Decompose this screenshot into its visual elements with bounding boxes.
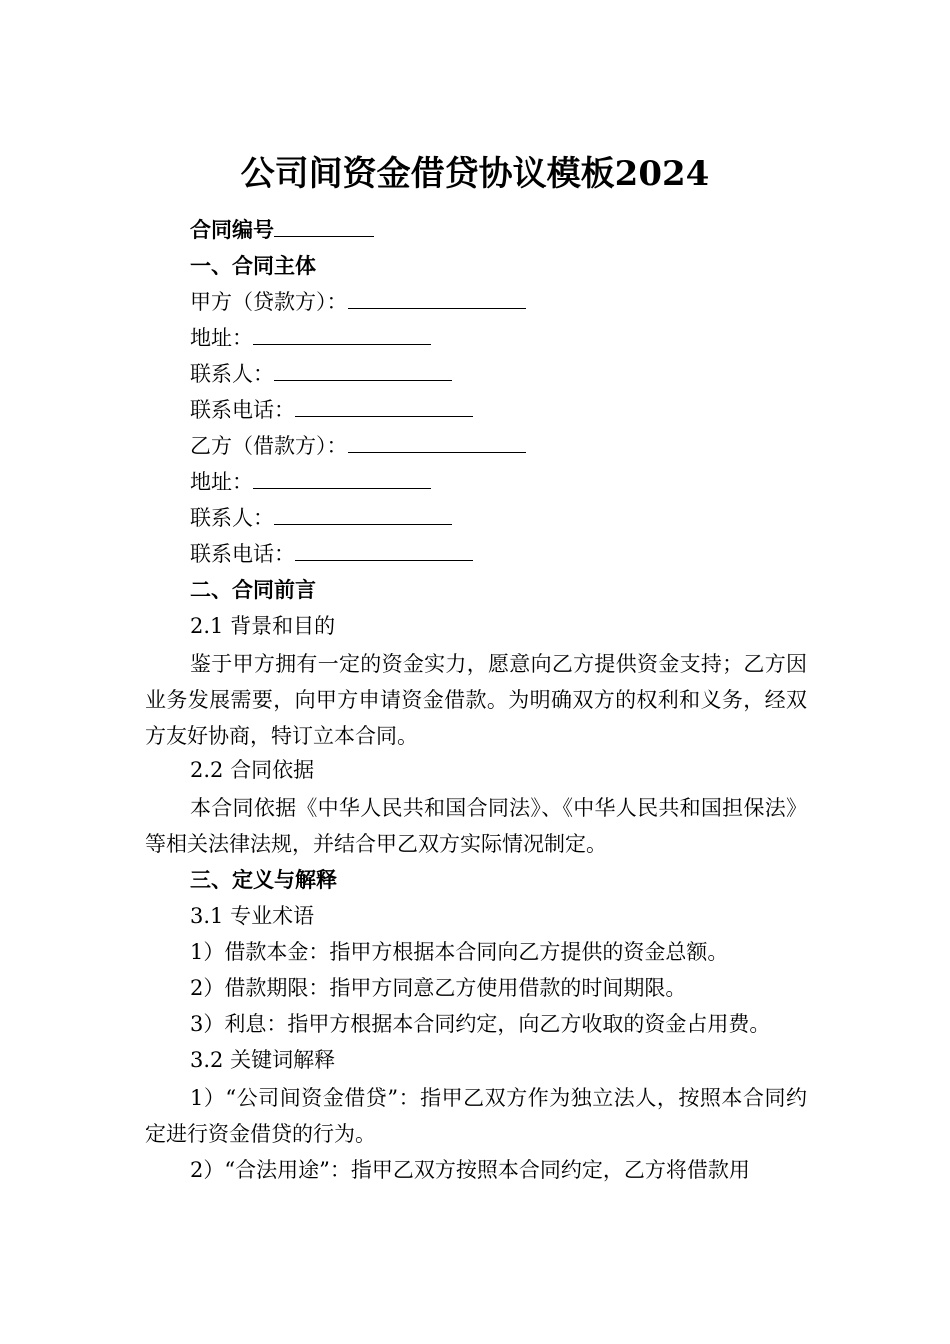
party-a-phone-line	[190, 396, 473, 424]
document-title: 公司间资金借贷协议模板2024	[240, 154, 710, 194]
party-b-address-blank[interactable]	[253, 468, 431, 489]
party-a-phone-label: 联系电话：	[190, 398, 295, 422]
party-a-contact-label: 联系人：	[190, 362, 274, 386]
party-a-contact-line	[190, 360, 452, 388]
clause-3-1-item-1: 1）借款本金：指甲方根据本合同向乙方提供的资金总额。	[190, 940, 729, 964]
clause-3-1-item-3: 3）利息：指甲方根据本合同约定，向乙方收取的资金占用费。	[190, 1012, 771, 1036]
contract-number-label: 合同编号	[190, 217, 274, 242]
party-a-line	[190, 288, 526, 316]
party-a-address-line	[190, 324, 431, 352]
party-a-address-blank[interactable]	[253, 324, 431, 345]
party-a-blank[interactable]	[348, 288, 526, 309]
contract-number-blank[interactable]	[274, 216, 374, 237]
party-a-label: 甲方（贷款方）：	[190, 290, 348, 314]
party-b-blank[interactable]	[348, 432, 526, 453]
clause-3-2-item-2: 2）“合法用途”：指甲乙双方按照本合同约定，乙方将借款用	[190, 1158, 750, 1182]
party-b-contact-blank[interactable]	[274, 504, 452, 525]
clause-3-1-item-2: 2）借款期限：指甲方同意乙方使用借款的时间期限。	[190, 976, 687, 1000]
party-b-contact-line	[190, 504, 452, 532]
clause-2-1-text: 鉴于甲方拥有一定的资金实力，愿意向乙方提供资金支持；乙方因业务发展需要，向甲方申请资金借款。为明确双方的权利和义务，经双方友好协商，特订立本合同。	[145, 652, 807, 748]
party-b-contact-label: 联系人：	[190, 506, 274, 530]
clause-2-2-text: 本合同依据《中华人民共和国合同法》、《中华人民共和国担保法》等相关法律法规，并结合甲乙双方实际情况制定。	[145, 796, 807, 856]
clause-2-2-heading: 2.2 合同依据	[190, 758, 315, 782]
party-b-phone-line	[190, 540, 473, 568]
clause-3-2-heading: 3.2 关键词解释	[190, 1048, 336, 1072]
clause-2-1-heading: 2.1 背景和目的	[190, 614, 336, 638]
section-1-heading: 一、合同主体	[190, 253, 316, 278]
party-b-label: 乙方（借款方）：	[190, 434, 348, 458]
party-b-address-label: 地址：	[190, 470, 253, 494]
party-a-address-label: 地址：	[190, 326, 253, 350]
section-3-heading: 三、定义与解释	[190, 867, 337, 892]
party-b-phone-label: 联系电话：	[190, 542, 295, 566]
contract-number-line	[190, 216, 374, 244]
clause-3-1-heading: 3.1 专业术语	[190, 904, 315, 928]
party-a-contact-blank[interactable]	[274, 360, 452, 381]
party-a-phone-blank[interactable]	[295, 396, 473, 417]
party-b-line	[190, 432, 526, 460]
section-2-heading: 二、合同前言	[190, 577, 316, 602]
party-b-phone-blank[interactable]	[295, 540, 473, 561]
clause-3-2-item-1: 1）“公司间资金借贷”：指甲乙双方作为独立法人，按照本合同约定进行资金借贷的行为。	[145, 1086, 807, 1146]
party-b-address-line	[190, 468, 431, 496]
